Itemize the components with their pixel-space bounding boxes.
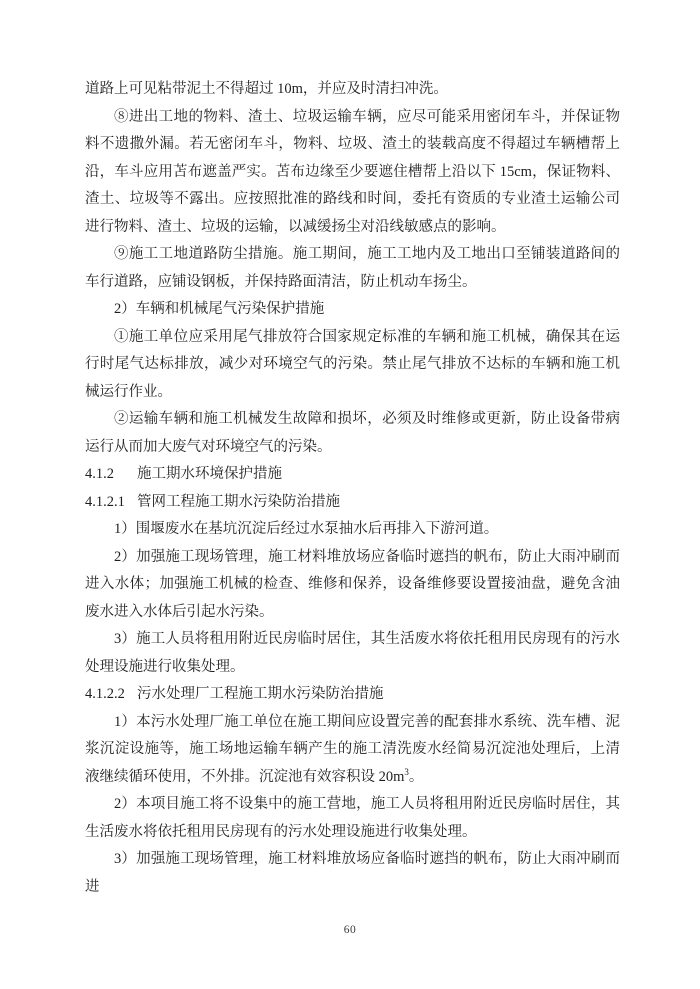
section-heading-4-1-2-2 [85,681,620,709]
paragraph-item-1-emission-standard: ①施工单位应采用尾气排放符合国家规定标准的车辆和施工机械，确保其在运行时尾气达标排放，减少对环境空气的污染。禁止尾气排放不达标的车辆和施工机械运行作业。 [85,328,620,400]
section-heading-4-1-2-1 [85,489,620,517]
paragraph-item-9-road-dust: ⑨施工工地道路防尘措施。施工期间，施工工地内及工地出口至铺装道路间的车行道路，应铺设钢板，并保持路面清洁，防止机动车扬尘。 [85,246,620,290]
heading-number: 4.1.2.2 [85,686,125,702]
paragraph-text: 。 [408,768,424,785]
heading-title: 施工期水环境保护措施 [137,466,282,482]
document-body [85,76,620,901]
paragraph-text: 1）本污水处理厂施工单位在施工期间应设置完善的配套排水系统、洗车槽、泥浆沉淀设施等，施工场地运输车辆产生的施工清洗废水经简易沉淀池处理后，上清液继续循环使用，不外排。沉淀池有效容积设 20m [85,713,620,785]
paragraph-item-2-no-camp: 2）本项目施工将不设集中的施工营地，施工人员将租用附近民房临时居住，其生活废水将依托租用民房现有的污水处理设施进行收集处理。 [85,796,620,840]
heading-number: 4.1.2 [85,466,114,482]
superscript-cubed: 3 [404,766,409,777]
paragraph-item-3-worker-housing: 3）施工人员将租用附近民房临时居住，其生活废水将依托租用民房现有的污水处理设施进行收集处理。 [85,631,620,675]
heading-title: 污水处理厂工程施工期水污染防治措施 [137,686,384,702]
paragraph-item-3-site-management-2: 3）加强施工现场管理，施工材料堆放场应备临时遮挡的帆布，防止大雨冲刷而进 [85,851,620,895]
heading-number: 4.1.2.1 [85,493,125,510]
heading-title: 管网工程施工期水污染防治措施 [137,493,340,510]
page-number: 60 [343,924,357,936]
paragraph-item-1-cofferdam: 1）围堰废水在基坑沉淀后经过水泵抽水后再排入下游河道。 [114,521,499,537]
paragraph-item-1-drainage-system [85,709,620,792]
paragraph-item-8-truck-sealing: ⑧进出工地的物料、渣土、垃圾运输车辆，应尽可能采用密闭车斗，并保证物料不遗撒外漏。若无密闭车斗，物料、垃圾、渣土的装载高度不得超过车辆槽帮上沿，车斗应用苫布遮盖严实。苫布边缘至少要遮住槽帮上沿以下 15cm，保证物料、渣土、垃圾等不露出。应按照批准的路线和时间，委托有资质的专业渣土运输公司进行物料、渣土、垃圾的运输，以减缓扬尘对沿线敏感点的影响。 [85,108,620,235]
paragraph-item-2-site-management: 2）加强施工现场管理，施工材料堆放场应备临时遮挡的帆布，防止大雨冲刷而进入水体；加强施工机械的检查、维修和保养，设备维修要设置接油盘，避免含油废水进入水体后引起水污染。 [85,548,620,620]
paragraph-subsection-2-exhaust: 2）车辆和机械尾气污染保护措施 [114,301,325,317]
section-heading-4-1-2 [85,461,620,489]
paragraph-continuation: 道路上可见粘带泥土不得超过 10m，并应及时清扫冲洗。 [85,81,448,97]
paragraph-item-2-maintenance: ②运输车辆和施工机械发生故障和损坏，必须及时维修或更新，防止设备带病运行从而加大废气对环境空气的污染。 [85,411,620,455]
page-footer [0,920,700,938]
